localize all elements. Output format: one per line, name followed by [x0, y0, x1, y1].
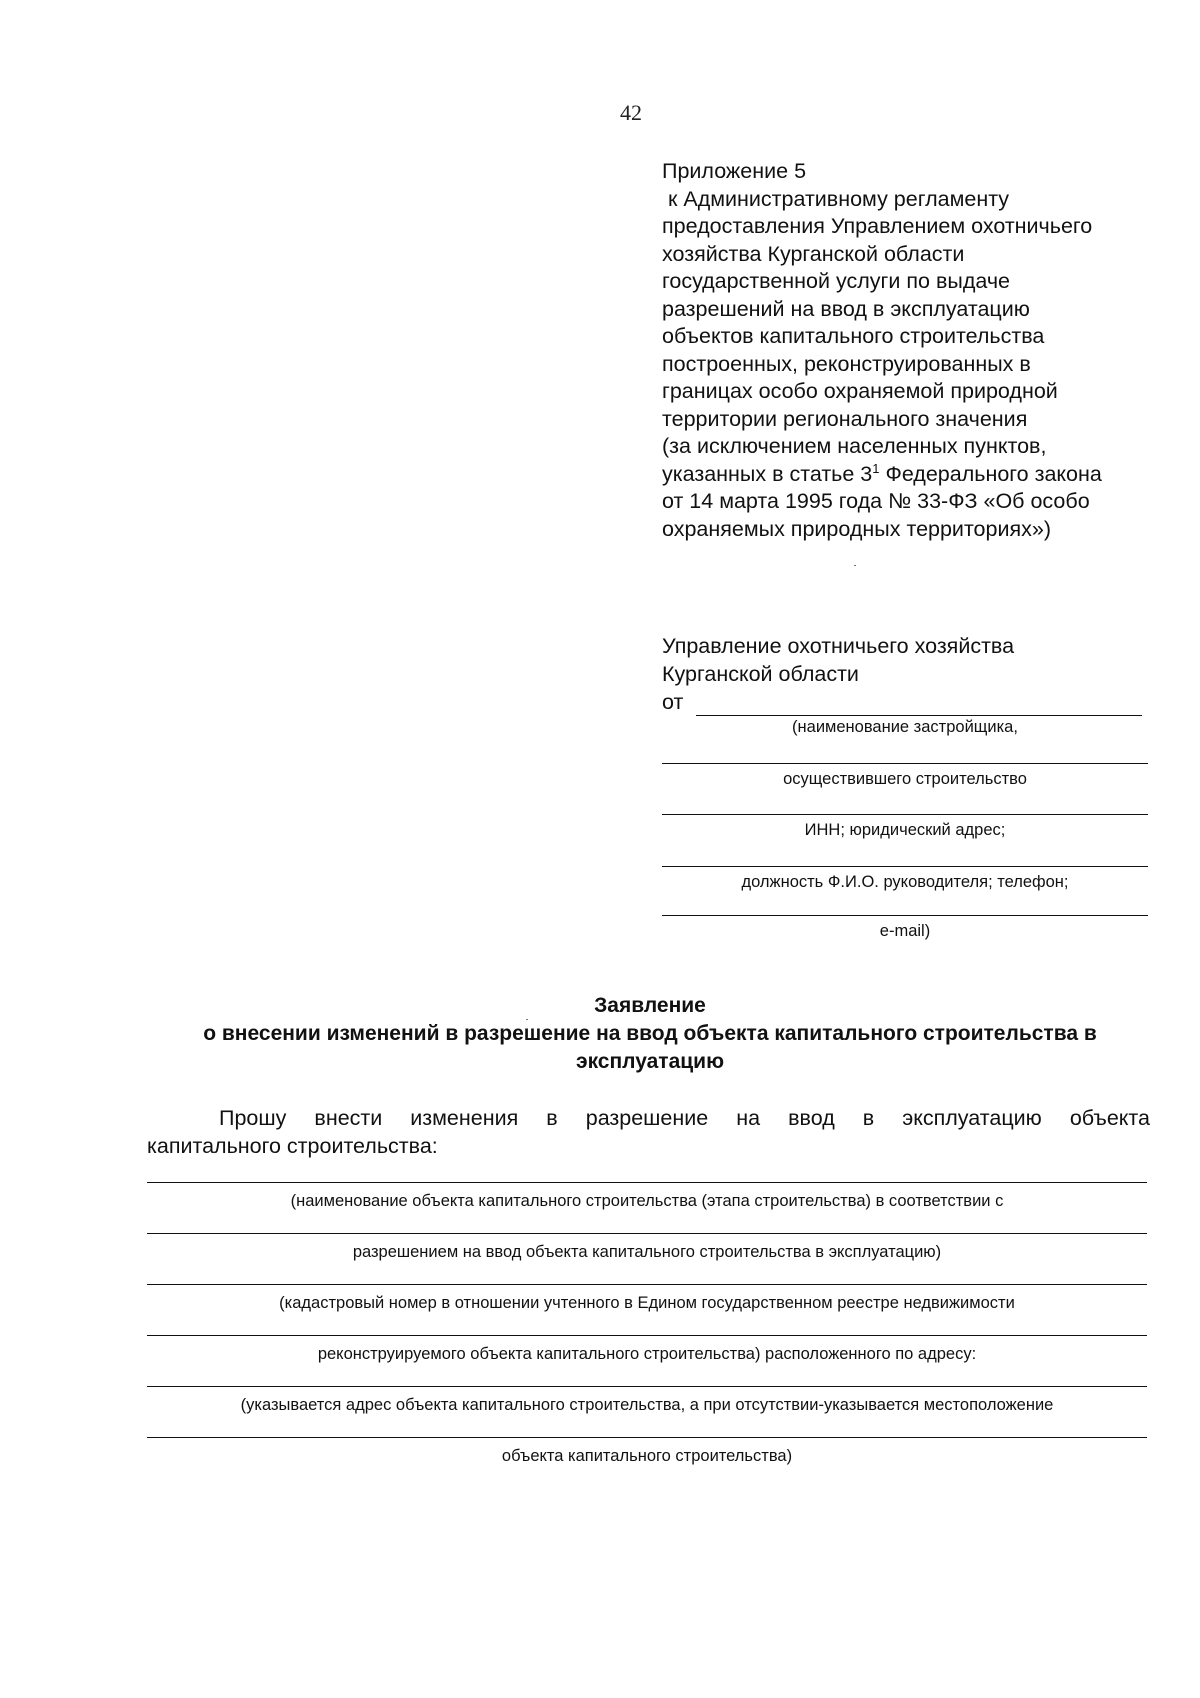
applicant-field-line[interactable] [662, 866, 1148, 867]
statute-text-before: указанных в статье 3 [662, 461, 873, 486]
object-field-block [147, 1386, 1147, 1416]
appendix-line: территории регионального значения [662, 406, 1028, 431]
field-caption: осуществившего строительство [783, 770, 1027, 788]
field-caption: (наименование застройщика, [792, 718, 1018, 736]
object-field-line[interactable] [147, 1182, 1147, 1183]
applicant-field-block [662, 763, 1148, 790]
appendix-line: (за исключением населенных пунктов, [662, 434, 1047, 458]
applicant-caption-block [662, 716, 1148, 738]
appendix-line: границах особо охраняемой природной [662, 379, 1058, 403]
field-caption: ИНН; юридический адрес; [804, 821, 1006, 839]
field-caption: объекта капитального строительства) [501, 1447, 793, 1465]
applicant-name-field[interactable] [696, 695, 1142, 716]
field-caption: (наименование объекта капитального строительства (этапа строительства) в соответствии с [290, 1192, 1004, 1210]
request-paragraph [147, 1104, 1150, 1160]
applicant-field-block [662, 866, 1148, 893]
paragraph-line: Прошу внести изменения в разрешение на ввод в эксплуатацию объекта [219, 1106, 1150, 1130]
appendix-line: от 14 марта 1995 года № 33-ФЗ «Об особо [662, 489, 1090, 513]
title-line: эксплуатацию [575, 1050, 725, 1073]
field-caption: (указывается адрес объекта капитального строительства, а при отсутствии-указывается местоположение [240, 1396, 1054, 1414]
applicant-field-line[interactable] [662, 763, 1148, 764]
statute-text-after: Федерального закона [879, 461, 1102, 486]
appendix-line: хозяйства Курганской области [662, 241, 965, 266]
object-field-line[interactable] [147, 1335, 1147, 1336]
appendix-line: разрешений на ввод в эксплуатацию [662, 296, 1030, 321]
object-field-block [147, 1335, 1147, 1365]
statute-superscript: 1 [872, 460, 880, 476]
object-field-block [147, 1437, 1147, 1467]
applicant-field-block [662, 814, 1148, 841]
appendix-line: предоставления Управлением охотничьего [662, 214, 1093, 238]
field-caption: e-mail) [879, 922, 931, 940]
document-title [140, 992, 1160, 1076]
field-caption: разрешением на ввод объекта капитального строительства в эксплуатацию) [352, 1243, 942, 1261]
appendix-line: построенных, реконструированных в [662, 351, 1031, 376]
object-field-line[interactable] [147, 1386, 1147, 1387]
object-field-block [147, 1182, 1147, 1212]
appendix-statute-line [662, 461, 1182, 489]
applicant-field-line[interactable] [662, 915, 1148, 916]
scan-speck [854, 565, 856, 566]
appendix-line: к Административному регламенту [662, 186, 1010, 211]
from-row [662, 688, 1152, 716]
appendix-line: охраняемых природных территориях») [662, 516, 1051, 541]
appendix-line: объектов капитального строительства [662, 324, 1045, 348]
title-line: Заявление [594, 994, 706, 1017]
paragraph-line: капитального строительства: [147, 1134, 438, 1158]
title-line: о внесении изменений в разрешение на ввод объекта капитального строительства в [203, 1022, 1097, 1045]
applicant-field-line[interactable] [662, 814, 1148, 815]
object-field-line[interactable] [147, 1284, 1147, 1285]
appendix-line: Приложение 5 [662, 159, 807, 183]
object-field-block [147, 1233, 1147, 1263]
field-caption: (кадастровый номер в отношении учтенного в Едином государственном реестре недвижимости [279, 1294, 1015, 1312]
object-field-line[interactable] [147, 1437, 1147, 1438]
addressee-block [662, 632, 1152, 716]
object-field-block [147, 1284, 1147, 1314]
field-caption: должность Ф.И.О. руководителя; телефон; [741, 873, 1069, 891]
addressee-line: Управление охотничьего хозяйства [662, 634, 1015, 658]
appendix-header [662, 158, 1182, 543]
applicant-field-block [662, 915, 1148, 942]
object-field-line[interactable] [147, 1233, 1147, 1234]
addressee-line: Курганской области [662, 662, 859, 686]
page-number: 42 [620, 100, 642, 125]
from-label: от [662, 690, 684, 714]
appendix-line: государственной услуги по выдаче [662, 269, 1011, 293]
field-caption: реконструируемого объекта капитального строительства) расположенного по адресу: [317, 1345, 977, 1363]
